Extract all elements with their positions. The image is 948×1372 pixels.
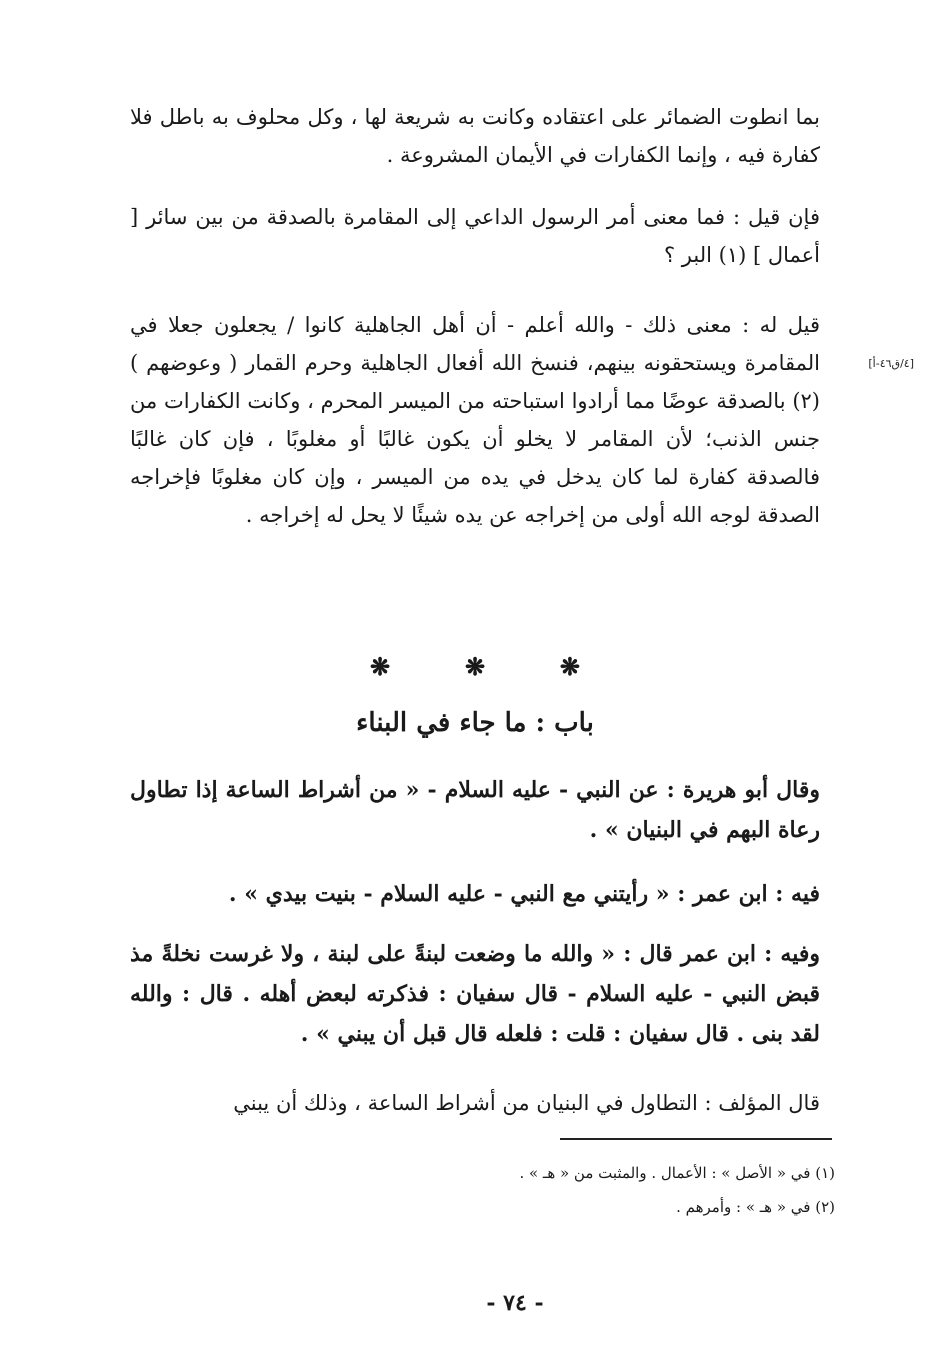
section-separator [370, 652, 580, 681]
separator-star: ❋ [370, 652, 391, 681]
paragraph-2: فإن قيل : فما معنى أمر الرسول الداعي إلى المقامرة بالصدقة من بين سائر [ أعمال ] (١) البر ؟ [130, 205, 820, 267]
footnote-2: (٢) في « هـ » : وأمرهم . [676, 1198, 835, 1216]
commentary-paragraph: قال المؤلف : التطاول في البنيان من أشراط الساعة ، وذلك أن يبني [233, 1091, 820, 1115]
footnote-divider [560, 1138, 832, 1140]
paragraph-3: قيل له : معنى ذلك - والله أعلم - أن أهل الجاهلية كانوا / يجعلون جعلا في المقامرة ويستحقونه بينهم، فنسخ الله أفعال الجاهلية وحرم القمار ( وعوضهم ) (٢) بالصدقة عوضًا مما أرادوا استباحته من الميسر المحرم ، وكانت الكفارات من جنس الذنب؛ لأن المقامر لا يخلو أن يكون غالبًا أو مغلوبًا ، فإن كان غالبًا فالصدقة كفارة لما كان يدخل في يده من الميسر ، وإن كان مغلوبًا فإخراجه الصدقة لوجه الله أولى من إخراجه عن يده شيئًا لا يحل له إخراجه . [130, 313, 820, 527]
paragraph-1: بما انطوت الضمائر على اعتقاده وكانت به شريعة لها ، وكل محلوف به باطل فلا كفارة فيه ، وإنما الكفارات في الأيمان المشروعة . [130, 105, 820, 167]
hadith-2: فيه : ابن عمر : « رأيتني مع النبي - عليه السلام - بنيت بيدي » . [228, 881, 820, 907]
separator-star: ❋ [559, 652, 580, 681]
separator-star: ❋ [464, 652, 486, 681]
hadith-3: وفيه : ابن عمر قال : « والله ما وضعت لبنةً على لبنة ، ولا غرست نخلةً مذ قبض النبي - عليه السلام - قال سفيان : فذكرته لبعض أهله . قال : والله لقد بنى . قال سفيان : قلت : فلعله قال قبل أن يبني » . [130, 941, 820, 1047]
page-number: - ٧٤ - [486, 1290, 544, 1316]
hadith-1: وقال أبو هريرة : عن النبي - عليه السلام - « من أشراط الساعة إذا تطاول رعاة البهم في البنيان » . [130, 777, 820, 843]
chapter-title: باب : ما جاء في البناء [356, 708, 594, 738]
manuscript-folio-note: [٤/ق٤٦-أ] [868, 357, 914, 370]
footnote-1: (١) في « الأصل » : الأعمال . والمثبت من « هـ » . [519, 1164, 835, 1182]
